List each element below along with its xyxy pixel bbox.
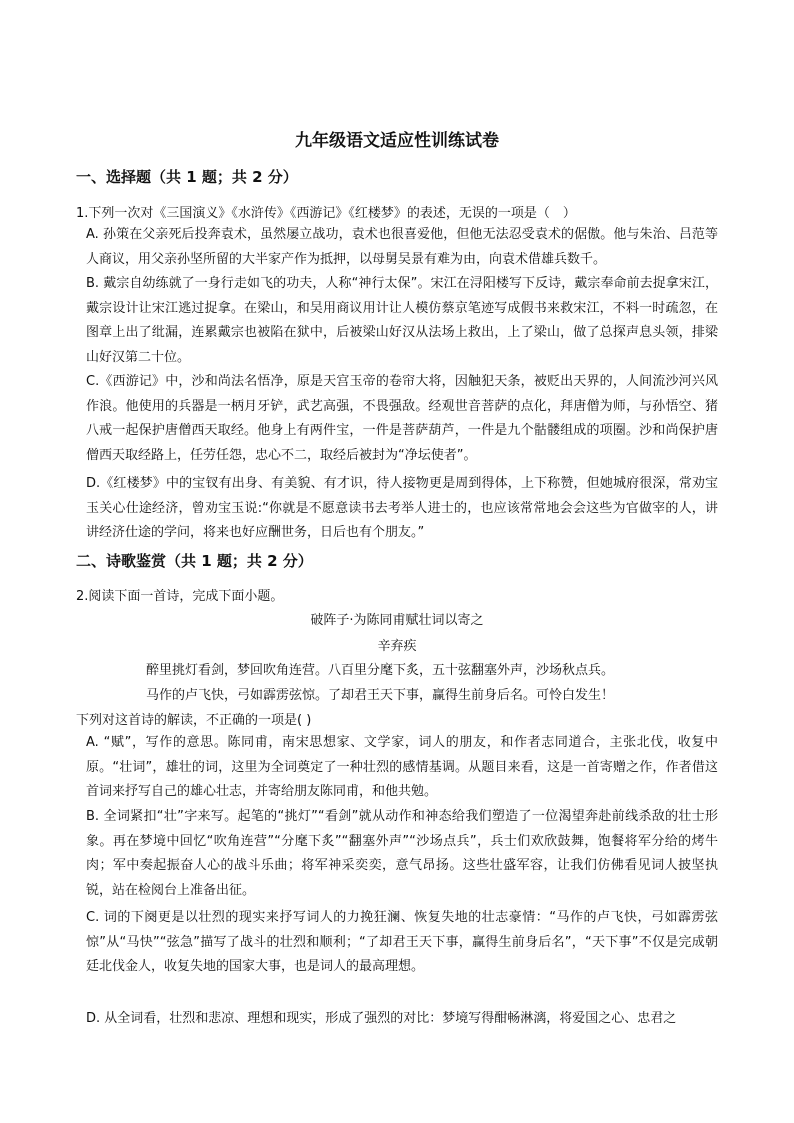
question-1-option-c: C.《西游记》中，沙和尚法名悟净，原是天宫玉帝的卷帘大将，因触犯天条，被贬出天界的，人间流沙河兴风作浪。他使用的兵器是一柄月牙铲，武艺高强，不畏强敌。经观世音菩萨的点化，拜唐僧为师，与孙悟空、猪八戒一起保护唐僧西天取经。他身上有两件宝，一件是菩萨葫芦，一件是九个骷髅组成的项圈。沙和尚保护唐僧西天取经路上，任劳任怨，忠心不二，取经后被封为“净坛使者”。 [86,374,718,463]
question-1-option-a: A. 孙策在父亲死后投奔袁术，虽然屡立战功，袁术也很喜爱他，但他无法忍受袁术的倨傲。他与朱治、吕范等人商议，用父亲孙坚所留的大半家产作为抵押，以母舅吴景有难为由，向袁术借雄兵数千。 [86,227,718,267]
poem-line-2: 马作的卢飞快，弓如霹雳弦惊。了却君王天下事，赢得生前身后名。可怜白发生！ [146,688,615,703]
question-2-option-d: D. 从全词看，壮烈和悲凉、理想和现实，形成了强烈的对比：梦境写得酣畅淋漓，将爱国之心、忠君之 [86,1011,677,1026]
question-2-intro: 2.阅读下面一首诗，完成下面小题。 [76,589,284,604]
page-title: 九年级语文适应性训练试卷 [295,131,499,151]
question-2-option-b: B. 全词紧扣“壮”字来写。起笔的“挑灯”“看剑”就从动作和神态给我们塑造了一位渴望奔赴前线杀敌的壮士形象。再在梦境中回忆“吹角连营”“分麾下炙”“翻塞外声”“沙场点兵”，兵士们欢欣鼓舞，饱餐将军分给的烤牛肉；军中奏起振奋人心的战斗乐曲；将军神采奕奕，意气昂扬。这些壮盛军容，让我们仿佛看见词人披坚执锐，站在检阅台上准备出征。 [86,809,718,898]
poem-title: 破阵子·为陈同甫赋壮词以寄之 [310,613,484,628]
section-heading-choice: 一、选择题（共 1 题；共 2 分） [76,168,298,186]
section-heading-poetry: 二、诗歌鉴赏（共 1 题；共 2 分） [76,552,313,570]
question-1-option-d: D.《红楼梦》中的宝钗有出身、有美貌、有才识，待人接物更是周到得体，上下称赞，但她城府很深，常劝宝玉关心仕途经济，曾劝宝玉说:“你就是不愿意读书去考举人进士的，也应该常常地会会这些为官做宰的人，讲讲经济仕途的学问，将来也好应酬世务，日后也有个朋友。” [86,476,718,540]
question-1-stem: 1.下列一次对《三国演义》《水浒传》《西游记》《红楼梦》的表述，无误的一项是（ ） [76,206,576,221]
question-2-option-c: C. 词的下阕更是以壮烈的现实来抒写词人的力挽狂澜、恢复失地的壮志豪情：“马作的卢飞快，弓如霹雳弦惊”从“马快”“弦急”描写了战斗的壮烈和顺利；“了却君王天下事，赢得生前身后名”，“天下事”不仅是完成朝廷北伐金人，收复失地的国家大事，也是词人的最高理想。 [86,910,718,974]
question-1-option-b: B. 戴宗自幼练就了一身行走如飞的功夫，人称“神行太保”。宋江在浔阳楼写下反诗，戴宗奉命前去捉拿宋江，戴宗设计让宋江逃过捉拿。在梁山，和吴用商议用计让人模仿蔡京笔迹写成假书来救宋江，不料一时疏忽，在图章上出了纰漏，连累戴宗也被陷在狱中，后被梁山好汉从法场上救出，上了梁山，做了总探声息头领，排梁山好汉第二十位。 [86,276,718,365]
poem-line-1: 醉里挑灯看剑，梦回吹角连营。八百里分麾下炙，五十弦翻塞外声，沙场秋点兵。 [146,663,615,678]
question-2-stem: 下列对这首诗的解读，不正确的一项是( ) [76,713,312,728]
poem-author: 辛弃疾 [377,639,417,654]
question-2-option-a: A. “赋”，写作的意思。陈同甫，南宋思想家、文学家，词人的朋友，和作者志同道合，主张北伐，收复中原。“壮词”，雄壮的词，这里为全词奠定了一种壮烈的感情基调。从题目来看，这是一首寄赠之作，作者借这首词来抒写自己的雄心壮志，并寄给朋友陈同甫，和他共勉。 [86,735,718,799]
